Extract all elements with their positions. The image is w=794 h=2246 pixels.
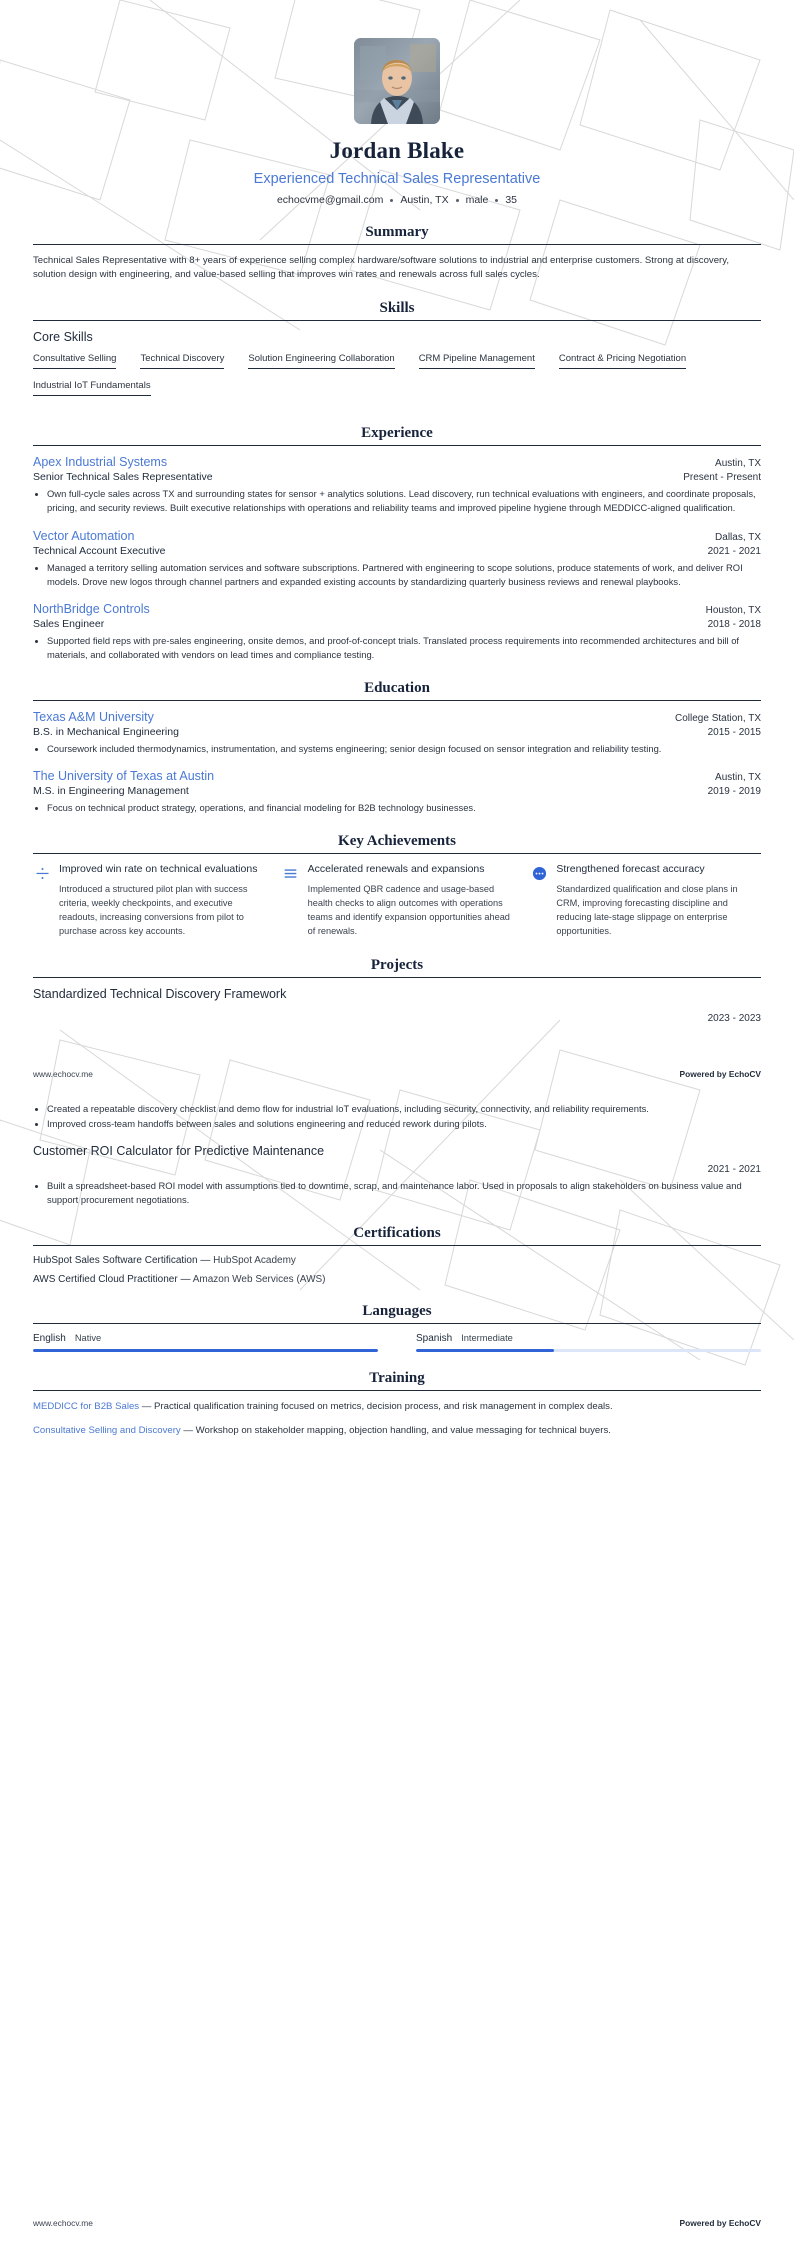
section-title-education: Education [364, 680, 430, 697]
achievement-grid [33, 863, 761, 939]
summary-text: Technical Sales Representative with 8+ years of experience selling complex hardware/software solutions to industrial and enterprise customers. Strong at discovery, solution design with engineering, and value-based selling that improves win rates and renewals across full sales cycles. [33, 255, 729, 281]
experience-location: Austin, TX [715, 458, 761, 470]
footer-brand [680, 1069, 761, 1079]
project-title: Standardized Technical Discovery Framework [33, 986, 287, 1001]
achievement-item [282, 863, 513, 939]
skill-chip: Solution Engineering Collaboration [248, 353, 394, 369]
certification-separator: — [180, 1274, 191, 1286]
section-divider [33, 445, 761, 446]
section-divider [33, 977, 761, 978]
project-entry [33, 1144, 761, 1207]
headline: Experienced Technical Sales Representative [253, 171, 541, 187]
section-projects [33, 957, 761, 1207]
footer-powered-by: Powered by [679, 2218, 729, 2228]
experience-org[interactable]: Vector Automation [33, 528, 135, 543]
contact-line [33, 194, 761, 206]
training-row [33, 1424, 761, 1438]
list-item: • Created a repeatable discovery checklist and demo flow for industrial IoT evaluations, including security, connectivity, and reliability requirements. [47, 1102, 761, 1116]
training-row [33, 1400, 761, 1414]
experience-role: Senior Technical Sales Representative [33, 471, 213, 484]
contact-email[interactable]: echocvme@gmail.com [276, 194, 384, 206]
certification-separator: — [200, 1255, 211, 1267]
section-education [33, 680, 761, 815]
separator-dot-icon [456, 199, 459, 202]
project-dates: 2021 - 2021 [707, 1164, 761, 1176]
project-bullets [33, 1102, 761, 1131]
footer-brand-name: EchoCV [728, 1069, 761, 1079]
ellipsis-circle-icon [530, 864, 548, 882]
skill-chip: Consultative Selling [33, 353, 116, 369]
section-training [33, 1370, 761, 1438]
education-dates: 2019 - 2019 [707, 786, 761, 798]
language-progress-fill [416, 1349, 554, 1352]
certification-row [33, 1274, 761, 1285]
experience-location: Dallas, TX [715, 531, 761, 543]
separator-dot-icon [495, 199, 498, 202]
section-title-summary: Summary [365, 224, 429, 240]
page-footer [33, 2218, 761, 2228]
equals-lines-icon [282, 864, 300, 882]
language-name: English [33, 1333, 66, 1345]
certification-issuer: HubSpot Academy [213, 1255, 296, 1267]
portrait-photo-icon [354, 38, 440, 124]
list-item: • Supported field reps with pre-sales engineering, onsite demos, and proof-of-concept trials. Translated process requirements into recommended architectures and bill of materials, and collaborated with vendors on lead times and compliance testing. [47, 634, 761, 662]
education-entry [33, 710, 761, 756]
section-divider [33, 853, 761, 854]
experience-entry [33, 602, 761, 662]
experience-org[interactable]: Apex Industrial Systems [33, 455, 168, 470]
list-item: • Improved cross-team handoffs between sales and solutions engineering and reduced rework during pilots. [47, 1117, 761, 1131]
list-item: • Coursework included thermodynamics, instrumentation, and systems engineering; senior design focused on sensor integration and reliability testing. [47, 742, 761, 756]
section-summary [33, 224, 761, 282]
experience-dates: Present - Present [683, 472, 761, 484]
certification-name: HubSpot Sales Software Certification [33, 1255, 198, 1267]
experience-entry [33, 529, 761, 589]
skill-chip: Contract & Pricing Negotiation [559, 353, 686, 369]
section-divider [33, 1390, 761, 1391]
education-dates: 2015 - 2015 [707, 727, 761, 739]
skill-chip: CRM Pipeline Management [419, 353, 535, 369]
footer-brand [680, 2218, 761, 2228]
section-divider [33, 700, 761, 701]
skill-chip: Industrial IoT Fundamentals [33, 380, 151, 396]
experience-bullets [33, 634, 761, 662]
section-title-key-achievements: Key Achievements [338, 833, 456, 850]
list-item: • Managed a territory selling automation services and software subscriptions. Partnered with engineering to scope solutions, produce statements of work, and deliver ROI models. Drove new logos through channel partners and expanded existing accounts by standardizing quarterly business reviews and renewal playbooks. [47, 561, 761, 589]
achievement-title: Improved win rate on technical evaluations [59, 863, 258, 876]
skill-chip: Technical Discovery [140, 353, 224, 369]
achievement-title: Strengthened forecast accuracy [556, 863, 705, 876]
resume-header [33, 0, 761, 206]
experience-bullets [33, 487, 761, 515]
page-footer [33, 1069, 761, 1079]
contact-location: Austin, TX [400, 194, 449, 206]
experience-dates: 2021 - 2021 [707, 545, 761, 557]
experience-dates: 2018 - 2018 [707, 618, 761, 630]
training-desc: Practical qualification training focused on metrics, decision process, and risk management in complex deals. [154, 1401, 613, 1413]
education-degree: B.S. in Mechanical Engineering [33, 726, 179, 739]
contact-gender: male [465, 194, 489, 206]
project-entry-bullets [33, 1102, 761, 1131]
language-level: Native [74, 1333, 102, 1344]
achievement-desc: Standardized qualification and close plans in CRM, improving forecasting discipline and reducing late-stage slippage on enterprise opportunities. [556, 883, 738, 936]
language-progress-fill [33, 1349, 378, 1352]
contact-age: 35 [505, 194, 518, 206]
page-break-gap [33, 1024, 761, 1098]
training-separator: — [141, 1401, 152, 1413]
section-title-skills: Skills [379, 300, 415, 317]
avatar [354, 38, 440, 124]
list-item: • Own full-cycle sales across TX and surrounding states for sensor + analytics solutions. Lead discovery, run technical evaluations with engineers, and coordinate proposals, pricing, and security reviews. Built executive relationships with operations and reliability teams and improved pipeline hygiene through MEDDICC-aligned qualification. [47, 487, 761, 515]
achievement-desc: Introduced a structured pilot plan with success criteria, weekly checkpoints, and executive readouts, increasing conversions from pilot to purchase across key accounts. [59, 883, 248, 936]
list-item: • Built a spreadsheet-based ROI model with assumptions tied to downtime, scrap, and maintenance labor. Used in proposals to align stakeholders on business value and support procurement negotiations. [47, 1179, 761, 1207]
language-name: Spanish [416, 1333, 453, 1345]
achievement-desc: Implemented QBR cadence and usage-based health checks to align outcomes with operations teams and identify expansion opportunities ahead of renewals. [307, 883, 510, 936]
project-dates: 2023 - 2023 [707, 1012, 761, 1024]
education-school[interactable]: Texas A&M University [33, 710, 154, 725]
section-divider [33, 244, 761, 245]
page-title: Jordan Blake [329, 138, 465, 163]
section-languages [33, 1303, 761, 1352]
language-item [33, 1333, 378, 1352]
training-name[interactable]: Consultative Selling and Discovery [33, 1424, 181, 1436]
language-item [416, 1333, 761, 1352]
project-title: Customer ROI Calculator for Predictive Maintenance [33, 1144, 325, 1159]
education-degree: M.S. in Engineering Management [33, 785, 189, 798]
project-entry [33, 987, 761, 1024]
language-progress-track [33, 1349, 378, 1352]
education-bullets [33, 801, 761, 815]
achievement-title: Accelerated renewals and expansions [307, 863, 485, 876]
skill-chip-list [33, 353, 761, 407]
section-title-training: Training [369, 1370, 425, 1387]
section-skills [33, 300, 761, 407]
education-location: Austin, TX [715, 772, 761, 784]
section-title-projects: Projects [370, 956, 424, 973]
footer-brand-name: EchoCV [728, 2218, 761, 2228]
section-divider [33, 1323, 761, 1324]
experience-location: Houston, TX [705, 604, 761, 616]
certification-name: AWS Certified Cloud Practitioner [33, 1274, 178, 1286]
language-progress-track [416, 1349, 761, 1352]
footer-url[interactable]: www.echocv.me [33, 1069, 93, 1079]
section-divider [33, 1245, 761, 1246]
section-divider [33, 320, 761, 321]
experience-role: Technical Account Executive [33, 544, 166, 557]
skill-group-title: Core Skills [33, 330, 93, 345]
education-bullets [33, 742, 761, 756]
education-entry [33, 769, 761, 815]
section-title-languages: Languages [362, 1303, 432, 1320]
section-key-achievements [33, 833, 761, 939]
section-title-certifications: Certifications [353, 1225, 441, 1242]
separator-dot-icon [390, 199, 393, 202]
achievement-item [33, 863, 264, 939]
education-location: College Station, TX [675, 713, 761, 725]
language-grid [33, 1333, 761, 1352]
language-level: Intermediate [461, 1333, 513, 1344]
experience-bullets [33, 561, 761, 589]
training-separator: — [183, 1424, 193, 1436]
section-experience [33, 425, 761, 662]
training-desc: Workshop on stakeholder mapping, objection handling, and value messaging for technical buyers. [195, 1424, 611, 1436]
education-school[interactable]: The University of Texas at Austin [33, 769, 215, 784]
certification-issuer: Amazon Web Services (AWS) [192, 1274, 326, 1286]
experience-role: Sales Engineer [33, 617, 105, 630]
experience-org[interactable]: NorthBridge Controls [33, 601, 150, 616]
footer-url[interactable]: www.echocv.me [33, 2218, 93, 2228]
certification-row [33, 1255, 761, 1266]
experience-entry [33, 455, 761, 515]
list-item: • Focus on technical product strategy, operations, and financial modeling for B2B technology businesses. [47, 801, 761, 815]
achievement-item [530, 863, 761, 939]
section-title-experience: Experience [361, 425, 433, 442]
footer-powered-by: Powered by [679, 1069, 729, 1079]
section-certifications [33, 1225, 761, 1285]
division-sign-icon [33, 864, 51, 882]
project-bullets [33, 1179, 761, 1207]
training-name[interactable]: MEDDICC for B2B Sales [33, 1401, 140, 1413]
